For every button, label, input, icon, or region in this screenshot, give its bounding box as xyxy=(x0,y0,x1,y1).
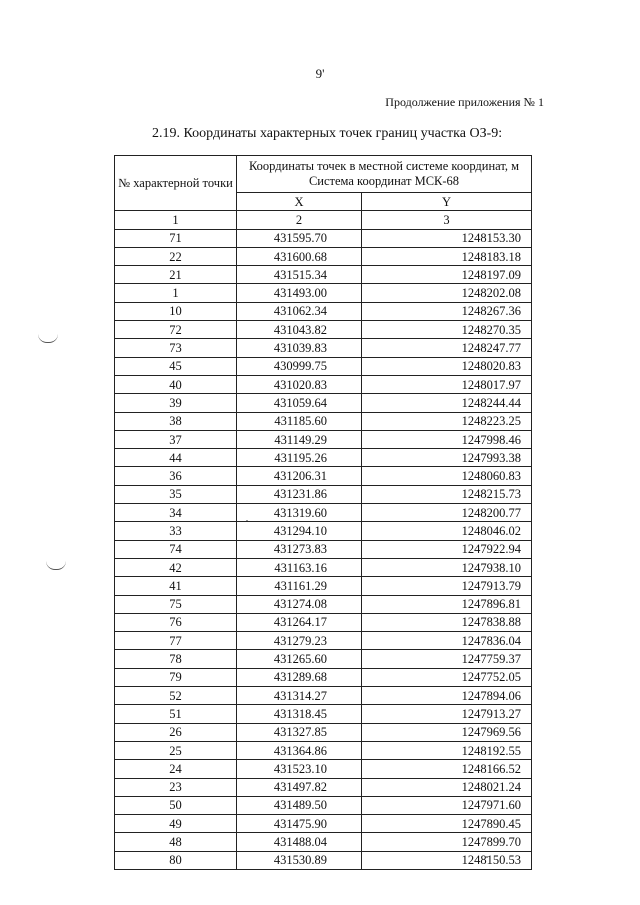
point-number-cell: 36 xyxy=(115,467,237,485)
table-row xyxy=(115,375,532,393)
table-row xyxy=(115,687,532,705)
point-number-cell: 21 xyxy=(115,266,237,284)
column-index-3: 3 xyxy=(362,211,532,229)
x-coordinate-cell: 431274.08 xyxy=(237,595,362,613)
x-coordinate-cell: 431475.90 xyxy=(237,815,362,833)
y-coordinate-cell: 1248215.73 xyxy=(362,485,532,503)
table-row xyxy=(115,540,532,558)
point-number-cell: 33 xyxy=(115,522,237,540)
y-coordinate-cell: 1248267.36 xyxy=(362,302,532,320)
table-row xyxy=(115,357,532,375)
point-number-cell: 74 xyxy=(115,540,237,558)
point-number-cell: 44 xyxy=(115,449,237,467)
y-coordinate-cell: 1247759.37 xyxy=(362,650,532,668)
point-number-cell: 25 xyxy=(115,741,237,759)
x-coordinate-cell: 431043.82 xyxy=(237,321,362,339)
y-coordinate-cell: 1247896.81 xyxy=(362,595,532,613)
y-coordinate-cell: 1247890.45 xyxy=(362,815,532,833)
point-number-cell: 23 xyxy=(115,778,237,796)
y-coordinate-cell: 1247913.79 xyxy=(362,577,532,595)
point-number-cell: 26 xyxy=(115,723,237,741)
table-row xyxy=(115,632,532,650)
x-coordinate-cell: 431161.29 xyxy=(237,577,362,595)
table-row xyxy=(115,778,532,796)
x-coordinate-cell: 431265.60 xyxy=(237,650,362,668)
section-title: 2.19. Координаты характерных точек границ участка ОЗ-9: xyxy=(152,126,503,141)
point-number-cell: 42 xyxy=(115,558,237,576)
x-coordinate-cell: 431294.10 xyxy=(237,522,362,540)
point-number-cell: 71 xyxy=(115,229,237,247)
y-coordinate-cell: 1248017.97 xyxy=(362,375,532,393)
point-number-cell: 75 xyxy=(115,595,237,613)
y-coordinate-cell: 1248153.30 xyxy=(362,229,532,247)
y-coordinate-cell: 1248166.52 xyxy=(362,760,532,778)
appendix-note: Продолжение приложения № 1 xyxy=(385,95,544,109)
y-coordinate-cell: 1248247.77 xyxy=(362,339,532,357)
column-index-1: 1 xyxy=(115,211,237,229)
header-y: Y xyxy=(362,193,532,211)
header-x: X xyxy=(237,193,362,211)
point-number-cell: 49 xyxy=(115,815,237,833)
y-coordinate-cell: 1248021.24 xyxy=(362,778,532,796)
y-coordinate-cell: 1248150.53 xyxy=(362,851,532,869)
point-number-cell: 48 xyxy=(115,833,237,851)
x-coordinate-cell: 431163.16 xyxy=(237,558,362,576)
point-number-cell: 39 xyxy=(115,394,237,412)
table-row xyxy=(115,394,532,412)
x-coordinate-cell: 431488.04 xyxy=(237,833,362,851)
y-coordinate-cell: 1248200.77 xyxy=(362,504,532,522)
point-number-cell: 34 xyxy=(115,504,237,522)
y-coordinate-cell: 1247894.06 xyxy=(362,687,532,705)
table-row xyxy=(115,613,532,631)
table-row xyxy=(115,467,532,485)
point-number-cell: 79 xyxy=(115,668,237,686)
point-number-cell: 35 xyxy=(115,485,237,503)
table-row xyxy=(115,412,532,430)
table-row xyxy=(115,668,532,686)
point-number-cell: 40 xyxy=(115,375,237,393)
x-coordinate-cell: 431149.29 xyxy=(237,430,362,448)
table-row xyxy=(115,558,532,576)
table-row xyxy=(115,595,532,613)
y-coordinate-cell: 1248183.18 xyxy=(362,247,532,265)
point-number-cell: 37 xyxy=(115,430,237,448)
table-row xyxy=(115,485,532,503)
table-row xyxy=(115,321,532,339)
x-coordinate-cell: 431319.60 xyxy=(237,504,362,522)
y-coordinate-cell: 1247913.27 xyxy=(362,705,532,723)
x-coordinate-cell: 431264.17 xyxy=(237,613,362,631)
x-coordinate-cell: 431327.85 xyxy=(237,723,362,741)
y-coordinate-cell: 1248223.25 xyxy=(362,412,532,430)
table-row xyxy=(115,339,532,357)
point-number-cell: 80 xyxy=(115,851,237,869)
y-coordinate-cell: 1247993.38 xyxy=(362,449,532,467)
y-coordinate-cell: 1247752.05 xyxy=(362,668,532,686)
point-number-cell: 50 xyxy=(115,796,237,814)
y-coordinate-cell: 1247836.04 xyxy=(362,632,532,650)
x-coordinate-cell: 431600.68 xyxy=(237,247,362,265)
x-coordinate-cell: 430999.75 xyxy=(237,357,362,375)
y-coordinate-cell: 1247922.94 xyxy=(362,540,532,558)
table-row xyxy=(115,741,532,759)
point-number-cell: 77 xyxy=(115,632,237,650)
table-row xyxy=(115,705,532,723)
table-row xyxy=(115,266,532,284)
x-coordinate-cell: 431206.31 xyxy=(237,467,362,485)
point-number-cell: 22 xyxy=(115,247,237,265)
table-row xyxy=(115,851,532,869)
table-row xyxy=(115,522,532,540)
margin-mark xyxy=(38,334,58,343)
y-coordinate-cell: 1248020.83 xyxy=(362,357,532,375)
header-coordinates-line1: Координаты точек в местной системе координат, м xyxy=(248,159,520,173)
x-coordinate-cell: 431497.82 xyxy=(237,778,362,796)
point-number-cell: 73 xyxy=(115,339,237,357)
y-coordinate-cell: 1247998.46 xyxy=(362,430,532,448)
x-coordinate-cell: 431493.00 xyxy=(237,284,362,302)
table-body xyxy=(115,229,532,869)
header-coordinates xyxy=(237,156,532,193)
x-coordinate-cell: 431059.64 xyxy=(237,394,362,412)
header-coordinates-line2: Система координат МСК-68 xyxy=(308,174,460,188)
table-row xyxy=(115,302,532,320)
point-number-cell: 10 xyxy=(115,302,237,320)
y-coordinate-cell: 1247971.60 xyxy=(362,796,532,814)
x-coordinate-cell: 431515.34 xyxy=(237,266,362,284)
page-number: 9' xyxy=(315,66,325,81)
margin-mark xyxy=(46,561,66,570)
y-coordinate-cell: 1247899.70 xyxy=(362,833,532,851)
header-point-number: № характерной точки xyxy=(115,156,237,211)
x-coordinate-cell: 431318.45 xyxy=(237,705,362,723)
y-coordinate-cell: 1248270.35 xyxy=(362,321,532,339)
coordinates-table xyxy=(114,155,532,870)
x-coordinate-cell: 431231.86 xyxy=(237,485,362,503)
y-coordinate-cell: 1247838.88 xyxy=(362,613,532,631)
point-number-cell: 38 xyxy=(115,412,237,430)
point-number-cell: 45 xyxy=(115,357,237,375)
x-coordinate-cell: 431273.83 xyxy=(237,540,362,558)
x-coordinate-cell: 431195.26 xyxy=(237,449,362,467)
point-number-cell: 51 xyxy=(115,705,237,723)
y-coordinate-cell: 1247938.10 xyxy=(362,558,532,576)
table-row xyxy=(115,229,532,247)
table-row xyxy=(115,247,532,265)
table-row xyxy=(115,449,532,467)
y-coordinate-cell: 1248197.09 xyxy=(362,266,532,284)
table-row xyxy=(115,723,532,741)
table-row xyxy=(115,504,532,522)
x-coordinate-cell: 431289.68 xyxy=(237,668,362,686)
point-number-cell: 41 xyxy=(115,577,237,595)
x-coordinate-cell: 431062.34 xyxy=(237,302,362,320)
y-coordinate-cell: 1248046.02 xyxy=(362,522,532,540)
table-row xyxy=(115,430,532,448)
y-coordinate-cell: 1248060.83 xyxy=(362,467,532,485)
x-coordinate-cell: 431489.50 xyxy=(237,796,362,814)
y-coordinate-cell: 1248202.08 xyxy=(362,284,532,302)
point-number-cell: 24 xyxy=(115,760,237,778)
x-coordinate-cell: 431523.10 xyxy=(237,760,362,778)
table-row xyxy=(115,650,532,668)
x-coordinate-cell: 431039.83 xyxy=(237,339,362,357)
point-number-cell: 72 xyxy=(115,321,237,339)
x-coordinate-cell: 431364.86 xyxy=(237,741,362,759)
point-number-cell: 1 xyxy=(115,284,237,302)
column-index-2: 2 xyxy=(237,211,362,229)
point-number-cell: 52 xyxy=(115,687,237,705)
y-coordinate-cell: 1248244.44 xyxy=(362,394,532,412)
y-coordinate-cell: 1248192.55 xyxy=(362,741,532,759)
table-row xyxy=(115,577,532,595)
y-coordinate-cell: 1247969.56 xyxy=(362,723,532,741)
table-row xyxy=(115,815,532,833)
x-coordinate-cell: 431185.60 xyxy=(237,412,362,430)
x-coordinate-cell: 431279.23 xyxy=(237,632,362,650)
table-row xyxy=(115,796,532,814)
x-coordinate-cell: 431530.89 xyxy=(237,851,362,869)
x-coordinate-cell: 431020.83 xyxy=(237,375,362,393)
point-number-cell: 78 xyxy=(115,650,237,668)
x-coordinate-cell: 431314.27 xyxy=(237,687,362,705)
table-row xyxy=(115,833,532,851)
point-number-cell: 76 xyxy=(115,613,237,631)
table-row xyxy=(115,284,532,302)
table-row xyxy=(115,760,532,778)
x-coordinate-cell: 431595.70 xyxy=(237,229,362,247)
